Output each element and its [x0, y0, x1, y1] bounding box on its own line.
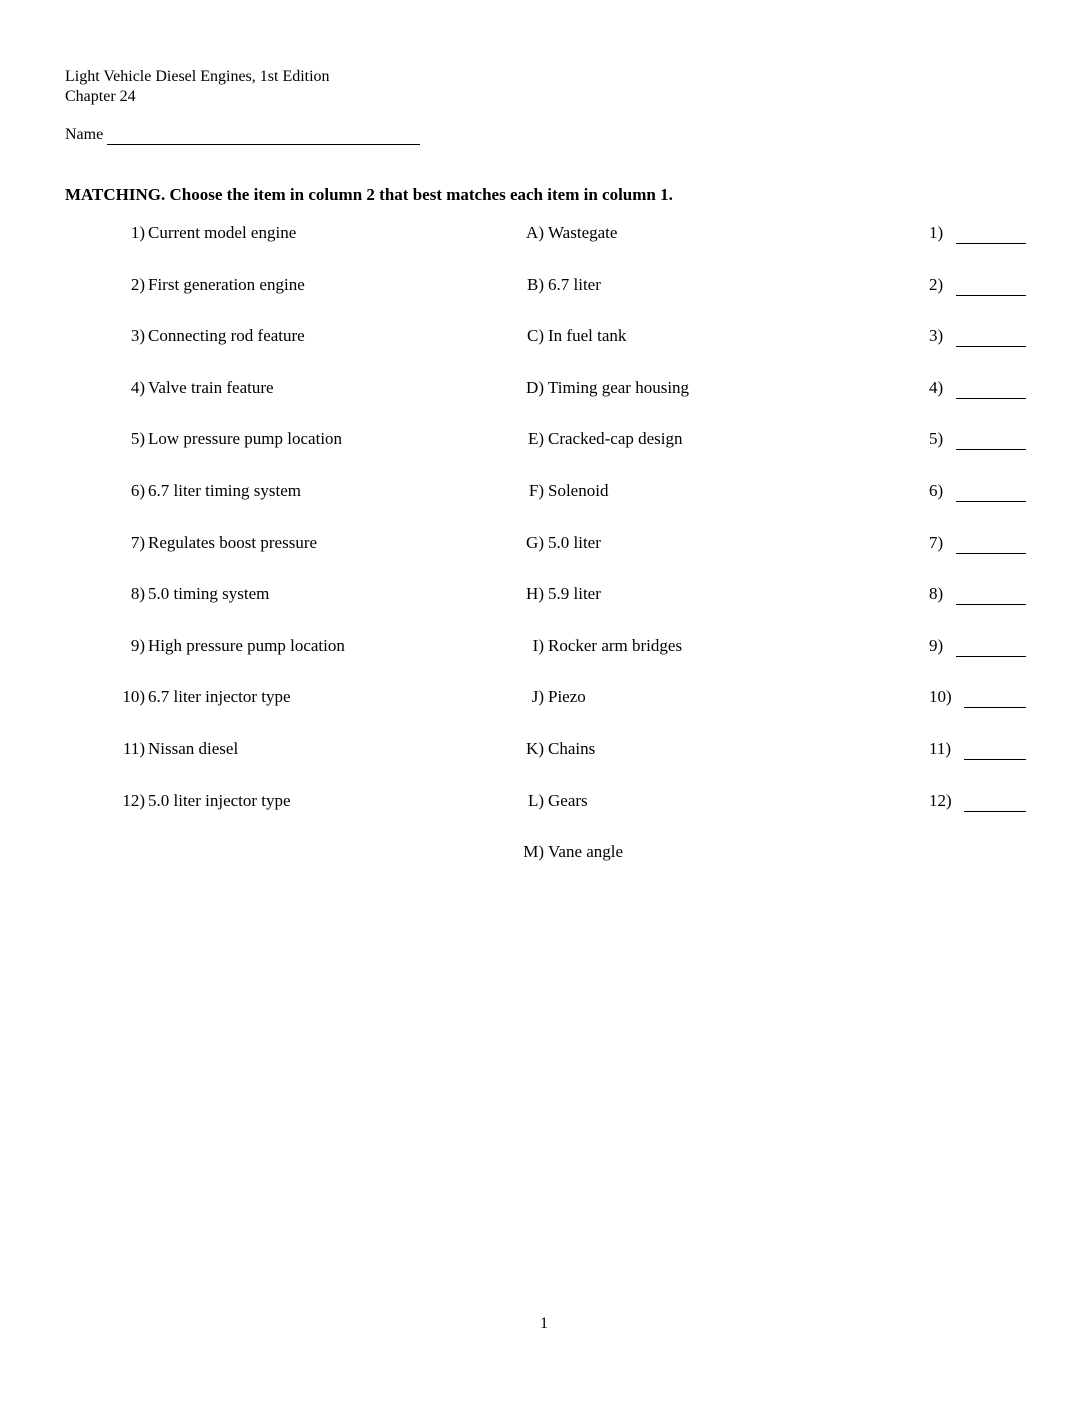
matching-row: [0, 223, 1088, 247]
answer-text: Chains: [548, 739, 596, 758]
answer-text: Vane angle: [548, 842, 624, 861]
answer-text: Cracked-cap design: [548, 429, 683, 448]
answer-number: 6): [929, 481, 944, 500]
matching-row: [0, 378, 1088, 402]
answer-blank-line[interactable]: [964, 811, 1026, 812]
question-number: 8): [130, 584, 145, 603]
answer-blank-line[interactable]: [956, 398, 1026, 399]
answer-letter: F): [528, 481, 544, 500]
book-title: Light Vehicle Diesel Engines, 1st Edition: [65, 68, 330, 85]
question-text: Regulates boost pressure: [148, 533, 318, 552]
matching-row: [0, 842, 1088, 866]
question-text: Connecting rod feature: [148, 326, 305, 345]
answer-letter: E): [527, 429, 544, 448]
matching-row: [0, 584, 1088, 608]
answer-blank-line[interactable]: [964, 759, 1026, 760]
question-number: 7): [130, 533, 145, 552]
answer-blank-line[interactable]: [956, 243, 1026, 244]
question-text: High pressure pump location: [148, 636, 345, 655]
question-text: Valve train feature: [148, 378, 274, 397]
question-number: 9): [130, 636, 145, 655]
answer-text: Solenoid: [548, 481, 609, 500]
question-text: 6.7 liter injector type: [148, 687, 291, 706]
name-blank-line[interactable]: [107, 144, 420, 145]
answer-letter: K): [526, 739, 544, 758]
answer-number: 10): [929, 687, 952, 706]
answer-letter: G): [526, 533, 544, 552]
answer-letter: C): [527, 326, 544, 345]
answer-number: 9): [929, 636, 944, 655]
answer-number: 5): [929, 429, 944, 448]
answer-letter: I): [532, 636, 544, 655]
matching-row: [0, 739, 1088, 763]
matching-row: [0, 791, 1088, 815]
question-number: 2): [130, 275, 145, 294]
question-number: 3): [130, 326, 145, 345]
answer-blank-line[interactable]: [964, 707, 1026, 708]
matching-instructions: MATCHING. Choose the item in column 2 that best matches each item in column 1.: [65, 185, 673, 204]
question-text: Current model engine: [148, 223, 297, 242]
page-number: 1: [540, 1315, 548, 1332]
answer-number: 11): [929, 739, 952, 758]
answer-blank-line[interactable]: [956, 604, 1026, 605]
answer-text: 6.7 liter: [548, 275, 601, 294]
question-text: 5.0 timing system: [148, 584, 270, 603]
answer-number: 4): [929, 378, 944, 397]
answer-text: Rocker arm bridges: [548, 636, 683, 655]
answer-number: 3): [929, 326, 944, 345]
question-text: First generation engine: [148, 275, 305, 294]
answer-letter: L): [527, 791, 544, 810]
answer-text: 5.0 liter: [548, 533, 601, 552]
answer-number: 2): [929, 275, 944, 294]
answer-text: Piezo: [548, 687, 586, 706]
answer-number: 7): [929, 533, 944, 552]
answer-letter: H): [526, 584, 544, 603]
answer-blank-line[interactable]: [956, 501, 1026, 502]
answer-text: 5.9 liter: [548, 584, 601, 603]
matching-row: [0, 533, 1088, 557]
question-text: 5.0 liter injector type: [148, 791, 291, 810]
answer-number: 12): [929, 791, 952, 810]
name-label: Name: [65, 126, 104, 143]
answer-text: Timing gear housing: [548, 378, 690, 397]
answer-blank-line[interactable]: [956, 295, 1026, 296]
question-number: 6): [130, 481, 145, 500]
question-number: 1): [130, 223, 145, 242]
answer-letter: A): [526, 223, 544, 242]
answer-letter: D): [526, 378, 544, 397]
question-number: 4): [130, 378, 145, 397]
answer-text: Wastegate: [548, 223, 618, 242]
answer-text: Gears: [548, 791, 588, 810]
answer-blank-line[interactable]: [956, 346, 1026, 347]
answer-blank-line[interactable]: [956, 656, 1026, 657]
answer-number: 8): [929, 584, 944, 603]
answer-letter: M): [523, 842, 544, 861]
question-text: 6.7 liter timing system: [148, 481, 301, 500]
question-text: Low pressure pump location: [148, 429, 343, 448]
answer-blank-line[interactable]: [956, 553, 1026, 554]
answer-letter: B): [527, 275, 544, 294]
answer-text: In fuel tank: [548, 326, 627, 345]
matching-row: [0, 481, 1088, 505]
matching-row: [0, 275, 1088, 299]
matching-row: [0, 326, 1088, 350]
matching-row: [0, 636, 1088, 660]
matching-row: [0, 429, 1088, 453]
matching-row: [0, 687, 1088, 711]
question-number: 10): [122, 687, 145, 706]
question-number: 5): [130, 429, 145, 448]
chapter-label: Chapter 24: [65, 88, 136, 105]
question-text: Nissan diesel: [148, 739, 239, 758]
answer-blank-line[interactable]: [956, 449, 1026, 450]
question-number: 11): [122, 739, 145, 758]
answer-number: 1): [929, 223, 944, 242]
question-number: 12): [122, 791, 145, 810]
answer-letter: J): [531, 687, 544, 706]
